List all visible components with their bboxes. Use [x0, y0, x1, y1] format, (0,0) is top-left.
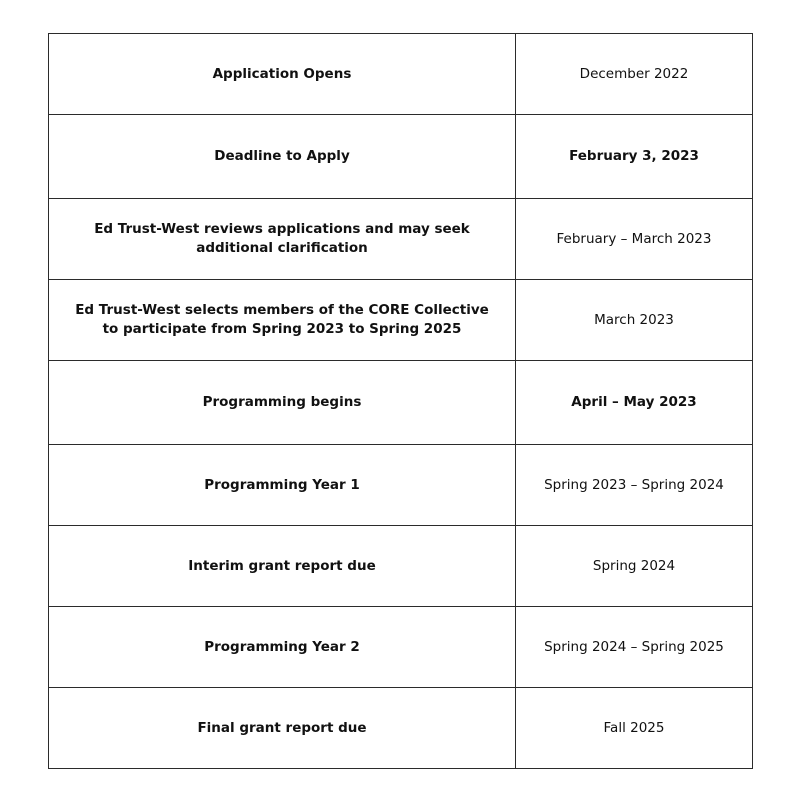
event-cell: Programming Year 1	[49, 445, 516, 526]
date-cell: April – May 2023	[516, 361, 753, 445]
event-cell: Ed Trust-West selects members of the CORE Collective to participate from Spring 2023 to Spring 2025	[49, 280, 516, 361]
table-row	[49, 445, 753, 526]
table-row	[49, 280, 753, 361]
event-cell: Interim grant report due	[49, 526, 516, 607]
table-row	[49, 526, 753, 607]
table-row	[49, 607, 753, 688]
date-cell: Spring 2024 – Spring 2025	[516, 607, 753, 688]
event-cell: Deadline to Apply	[49, 115, 516, 199]
table-row	[49, 688, 753, 769]
table-row	[49, 34, 753, 115]
date-cell: February 3, 2023	[516, 115, 753, 199]
table-row	[49, 115, 753, 199]
date-cell: Spring 2024	[516, 526, 753, 607]
event-cell: Final grant report due	[49, 688, 516, 769]
date-cell: December 2022	[516, 34, 753, 115]
table-row	[49, 199, 753, 280]
date-cell: March 2023	[516, 280, 753, 361]
table-row	[49, 361, 753, 445]
event-cell: Programming Year 2	[49, 607, 516, 688]
event-cell: Ed Trust-West reviews applications and may seek additional clarification	[49, 199, 516, 280]
event-cell: Programming begins	[49, 361, 516, 445]
date-cell: February – March 2023	[516, 199, 753, 280]
timeline-table	[48, 33, 753, 769]
date-cell: Fall 2025	[516, 688, 753, 769]
event-cell: Application Opens	[49, 34, 516, 115]
date-cell: Spring 2023 – Spring 2024	[516, 445, 753, 526]
